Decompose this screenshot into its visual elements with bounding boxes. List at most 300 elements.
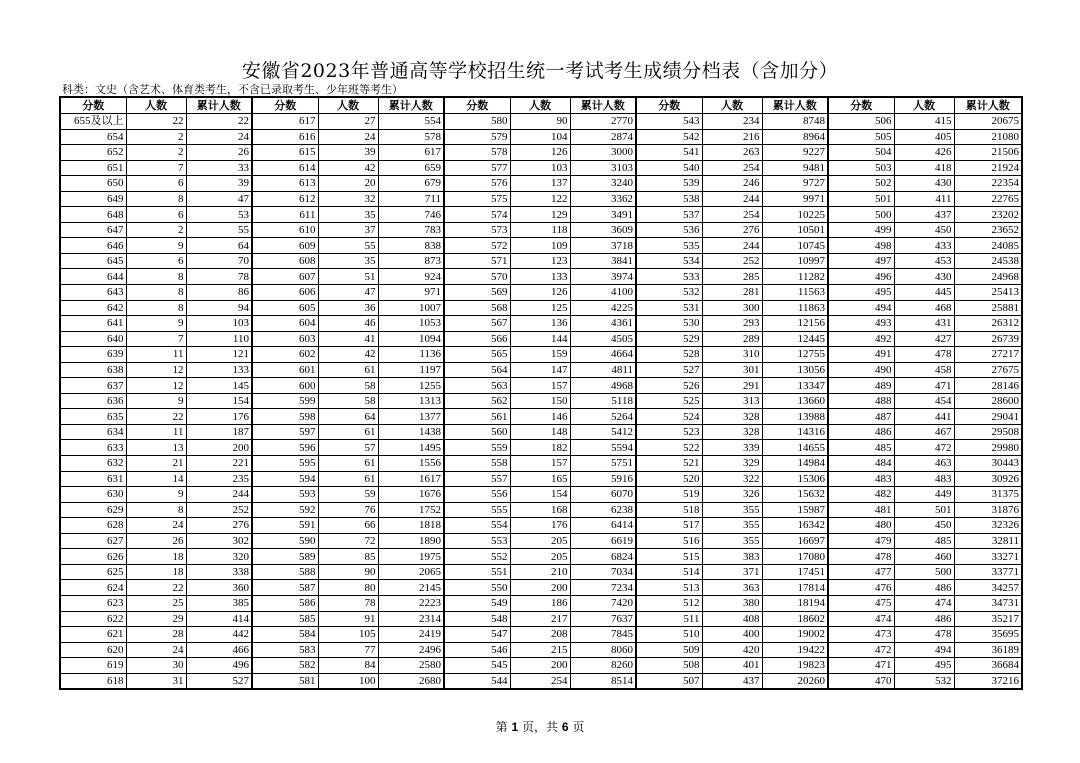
- header-cumulative: 累计人数: [762, 97, 828, 114]
- cell-score: 604: [252, 316, 318, 332]
- cell-cumulative: 496: [186, 658, 252, 674]
- cell-count: 25: [126, 595, 186, 611]
- cell-count: 133: [510, 269, 570, 285]
- footer-suffix: 页: [568, 720, 585, 734]
- cell-score: 471: [828, 658, 894, 674]
- cell-score: 532: [636, 285, 702, 301]
- cell-score: 524: [636, 409, 702, 425]
- cell-score: 641: [60, 316, 126, 332]
- cell-cumulative: 26312: [954, 316, 1022, 332]
- cell-score: 570: [444, 269, 510, 285]
- cell-count: 281: [702, 285, 762, 301]
- cell-score: 521: [636, 456, 702, 472]
- cell-cumulative: 15987: [762, 502, 828, 518]
- cell-cumulative: 360: [186, 580, 252, 596]
- cell-score: 575: [444, 191, 510, 207]
- cell-cumulative: 10745: [762, 238, 828, 254]
- cell-count: 55: [318, 238, 378, 254]
- cell-score: 498: [828, 238, 894, 254]
- cell-count: 208: [510, 627, 570, 643]
- cell-count: 495: [894, 658, 954, 674]
- cell-count: 254: [510, 673, 570, 689]
- cell-cumulative: 35217: [954, 611, 1022, 627]
- cell-score: 598: [252, 409, 318, 425]
- cell-cumulative: 320: [186, 549, 252, 565]
- cell-cumulative: 37216: [954, 673, 1022, 689]
- cell-count: 2: [126, 129, 186, 145]
- table-row: [60, 207, 1022, 223]
- cell-count: 2: [126, 222, 186, 238]
- cell-score: 612: [252, 191, 318, 207]
- cell-count: 90: [318, 564, 378, 580]
- cell-score: 514: [636, 564, 702, 580]
- cell-score: 492: [828, 331, 894, 347]
- cell-score: 494: [828, 300, 894, 316]
- cell-count: 355: [702, 502, 762, 518]
- table-row: [60, 673, 1022, 689]
- cell-cumulative: 10225: [762, 207, 828, 223]
- table-row: [60, 222, 1022, 238]
- cell-count: 9: [126, 316, 186, 332]
- table-row: [60, 347, 1022, 363]
- cell-count: 450: [894, 222, 954, 238]
- cell-cumulative: 2680: [378, 673, 444, 689]
- cell-score: 609: [252, 238, 318, 254]
- cell-count: 6: [126, 176, 186, 192]
- cell-cumulative: 244: [186, 487, 252, 503]
- table-body: [60, 114, 1022, 690]
- cell-score: 600: [252, 378, 318, 394]
- cell-score: 551: [444, 564, 510, 580]
- cell-score: 652: [60, 145, 126, 161]
- cell-score: 539: [636, 176, 702, 192]
- cell-score: 473: [828, 627, 894, 643]
- cell-score: 636: [60, 393, 126, 409]
- cell-count: 150: [510, 393, 570, 409]
- cell-count: 326: [702, 487, 762, 503]
- cell-cumulative: 2223: [378, 595, 444, 611]
- cell-score: 630: [60, 487, 126, 503]
- table-row: [60, 176, 1022, 192]
- cell-count: 415: [894, 114, 954, 130]
- cell-cumulative: 13988: [762, 409, 828, 425]
- cell-score: 644: [60, 269, 126, 285]
- table-row: [60, 549, 1022, 565]
- cell-score: 518: [636, 502, 702, 518]
- cell-count: 486: [894, 611, 954, 627]
- cell-score: 631: [60, 471, 126, 487]
- cell-count: 61: [318, 424, 378, 440]
- cell-score: 591: [252, 518, 318, 534]
- cell-cumulative: 8514: [570, 673, 636, 689]
- cell-score: 557: [444, 471, 510, 487]
- cell-count: 14: [126, 471, 186, 487]
- cell-cumulative: 16697: [762, 533, 828, 549]
- cell-score: 625: [60, 564, 126, 580]
- cell-count: 105: [318, 627, 378, 643]
- cell-count: 37: [318, 222, 378, 238]
- cell-cumulative: 110: [186, 331, 252, 347]
- cell-score: 544: [444, 673, 510, 689]
- cell-cumulative: 9971: [762, 191, 828, 207]
- cell-cumulative: 8260: [570, 658, 636, 674]
- cell-cumulative: 2419: [378, 627, 444, 643]
- cell-cumulative: 3609: [570, 222, 636, 238]
- cell-cumulative: 24085: [954, 238, 1022, 254]
- cell-score: 646: [60, 238, 126, 254]
- table-row: [60, 362, 1022, 378]
- cell-count: 41: [318, 331, 378, 347]
- cell-score: 535: [636, 238, 702, 254]
- cell-count: 6: [126, 253, 186, 269]
- cell-count: 26: [126, 533, 186, 549]
- cell-cumulative: 5412: [570, 424, 636, 440]
- cell-count: 32: [318, 191, 378, 207]
- cell-count: 186: [510, 595, 570, 611]
- table-row: [60, 658, 1022, 674]
- cell-count: 144: [510, 331, 570, 347]
- cell-count: 30: [126, 658, 186, 674]
- cell-score: 561: [444, 409, 510, 425]
- cell-cumulative: 24538: [954, 253, 1022, 269]
- cell-count: 293: [702, 316, 762, 332]
- cell-score: 549: [444, 595, 510, 611]
- cell-count: 217: [510, 611, 570, 627]
- table-row: [60, 300, 1022, 316]
- cell-score: 618: [60, 673, 126, 689]
- cell-count: 285: [702, 269, 762, 285]
- cell-score: 542: [636, 129, 702, 145]
- cell-cumulative: 94: [186, 300, 252, 316]
- cell-cumulative: 2874: [570, 129, 636, 145]
- cell-cumulative: 176: [186, 409, 252, 425]
- cell-count: 12: [126, 362, 186, 378]
- cell-score: 485: [828, 440, 894, 456]
- cell-count: 165: [510, 471, 570, 487]
- cell-count: 401: [702, 658, 762, 674]
- cell-score: 627: [60, 533, 126, 549]
- cell-count: 84: [318, 658, 378, 674]
- header-score: 分数: [252, 97, 318, 114]
- cell-cumulative: 3240: [570, 176, 636, 192]
- cell-count: 454: [894, 393, 954, 409]
- cell-count: 66: [318, 518, 378, 534]
- cell-count: 478: [894, 347, 954, 363]
- cell-score: 571: [444, 253, 510, 269]
- cell-cumulative: 22: [186, 114, 252, 130]
- cell-cumulative: 133: [186, 362, 252, 378]
- cell-cumulative: 276: [186, 518, 252, 534]
- cell-cumulative: 86: [186, 285, 252, 301]
- cell-score: 593: [252, 487, 318, 503]
- table-row: [60, 440, 1022, 456]
- table-row: [60, 269, 1022, 285]
- cell-count: 430: [894, 269, 954, 285]
- cell-count: 168: [510, 502, 570, 518]
- cell-count: 431: [894, 316, 954, 332]
- cell-count: 254: [702, 207, 762, 223]
- cell-count: 408: [702, 611, 762, 627]
- header-count: 人数: [126, 97, 186, 114]
- cell-cumulative: 30926: [954, 471, 1022, 487]
- header-cumulative: 累计人数: [186, 97, 252, 114]
- cell-count: 463: [894, 456, 954, 472]
- cell-score: 606: [252, 285, 318, 301]
- cell-score: 483: [828, 471, 894, 487]
- cell-count: 300: [702, 300, 762, 316]
- cell-score: 595: [252, 456, 318, 472]
- cell-score: 622: [60, 611, 126, 627]
- cell-score: 589: [252, 549, 318, 565]
- cell-score: 651: [60, 160, 126, 176]
- cell-cumulative: 121: [186, 347, 252, 363]
- cell-score: 565: [444, 347, 510, 363]
- header-cumulative: 累计人数: [954, 97, 1022, 114]
- cell-cumulative: 5916: [570, 471, 636, 487]
- cell-count: 42: [318, 160, 378, 176]
- cell-count: 244: [702, 238, 762, 254]
- cell-cumulative: 2314: [378, 611, 444, 627]
- cell-cumulative: 6414: [570, 518, 636, 534]
- page-number: 1: [511, 720, 519, 734]
- cell-score: 610: [252, 222, 318, 238]
- cell-score: 559: [444, 440, 510, 456]
- cell-score: 501: [828, 191, 894, 207]
- cell-cumulative: 679: [378, 176, 444, 192]
- cell-score: 505: [828, 129, 894, 145]
- table-row: [60, 114, 1022, 130]
- cell-count: 532: [894, 673, 954, 689]
- cell-cumulative: 1136: [378, 347, 444, 363]
- cell-cumulative: 385: [186, 595, 252, 611]
- cell-score: 475: [828, 595, 894, 611]
- cell-score: 603: [252, 331, 318, 347]
- cell-cumulative: 1053: [378, 316, 444, 332]
- cell-count: 18: [126, 564, 186, 580]
- cell-score: 519: [636, 487, 702, 503]
- cell-score: 496: [828, 269, 894, 285]
- cell-cumulative: 12755: [762, 347, 828, 363]
- cell-score: 550: [444, 580, 510, 596]
- cell-count: 291: [702, 378, 762, 394]
- cell-count: 426: [894, 145, 954, 161]
- cell-count: 80: [318, 580, 378, 596]
- table-header-row: [60, 97, 1022, 114]
- cell-cumulative: 1197: [378, 362, 444, 378]
- table-row: [60, 533, 1022, 549]
- cell-score: 528: [636, 347, 702, 363]
- cell-score: 639: [60, 347, 126, 363]
- cell-cumulative: 971: [378, 285, 444, 301]
- cell-cumulative: 28600: [954, 393, 1022, 409]
- cell-cumulative: 221: [186, 456, 252, 472]
- cell-score: 647: [60, 222, 126, 238]
- cell-score: 556: [444, 487, 510, 503]
- cell-count: 501: [894, 502, 954, 518]
- cell-score: 537: [636, 207, 702, 223]
- cell-count: 468: [894, 300, 954, 316]
- cell-count: 380: [702, 595, 762, 611]
- cell-cumulative: 1975: [378, 549, 444, 565]
- cell-cumulative: 4811: [570, 362, 636, 378]
- cell-score: 628: [60, 518, 126, 534]
- cell-score: 586: [252, 595, 318, 611]
- cell-count: 36: [318, 300, 378, 316]
- cell-score: 543: [636, 114, 702, 130]
- cell-cumulative: 783: [378, 222, 444, 238]
- cell-count: 85: [318, 549, 378, 565]
- cell-cumulative: 22765: [954, 191, 1022, 207]
- cell-count: 400: [702, 627, 762, 643]
- cell-count: 363: [702, 580, 762, 596]
- cell-count: 467: [894, 424, 954, 440]
- cell-count: 123: [510, 253, 570, 269]
- cell-score: 597: [252, 424, 318, 440]
- cell-score: 529: [636, 331, 702, 347]
- cell-count: 8: [126, 285, 186, 301]
- cell-count: 11: [126, 424, 186, 440]
- cell-score: 643: [60, 285, 126, 301]
- cell-cumulative: 1676: [378, 487, 444, 503]
- cell-cumulative: 4505: [570, 331, 636, 347]
- cell-cumulative: 70: [186, 253, 252, 269]
- cell-cumulative: 9481: [762, 160, 828, 176]
- cell-score: 516: [636, 533, 702, 549]
- cell-score: 547: [444, 627, 510, 643]
- total-pages: 6: [561, 720, 569, 734]
- cell-cumulative: 9727: [762, 176, 828, 192]
- cell-cumulative: 29041: [954, 409, 1022, 425]
- cell-cumulative: 4361: [570, 316, 636, 332]
- table-row: [60, 331, 1022, 347]
- cell-count: 252: [702, 253, 762, 269]
- cell-cumulative: 442: [186, 627, 252, 643]
- table-row: [60, 471, 1022, 487]
- cell-cumulative: 13347: [762, 378, 828, 394]
- cell-cumulative: 7234: [570, 580, 636, 596]
- cell-cumulative: 34731: [954, 595, 1022, 611]
- cell-cumulative: 6619: [570, 533, 636, 549]
- cell-score: 596: [252, 440, 318, 456]
- cell-cumulative: 187: [186, 424, 252, 440]
- cell-count: 157: [510, 456, 570, 472]
- cell-cumulative: 64: [186, 238, 252, 254]
- cell-count: 500: [894, 564, 954, 580]
- cell-count: 205: [510, 533, 570, 549]
- cell-score: 587: [252, 580, 318, 596]
- cell-cumulative: 1890: [378, 533, 444, 549]
- cell-score: 624: [60, 580, 126, 596]
- cell-count: 301: [702, 362, 762, 378]
- cell-cumulative: 30443: [954, 456, 1022, 472]
- cell-score: 568: [444, 300, 510, 316]
- cell-score: 564: [444, 362, 510, 378]
- cell-cumulative: 34257: [954, 580, 1022, 596]
- cell-cumulative: 25413: [954, 285, 1022, 301]
- cell-count: 246: [702, 176, 762, 192]
- cell-count: 8: [126, 191, 186, 207]
- cell-cumulative: 1007: [378, 300, 444, 316]
- cell-cumulative: 3362: [570, 191, 636, 207]
- cell-cumulative: 3974: [570, 269, 636, 285]
- cell-cumulative: 21506: [954, 145, 1022, 161]
- cell-count: 109: [510, 238, 570, 254]
- score-table-container: [59, 96, 1021, 690]
- cell-count: 42: [318, 347, 378, 363]
- cell-score: 613: [252, 176, 318, 192]
- cell-cumulative: 1752: [378, 502, 444, 518]
- cell-score: 480: [828, 518, 894, 534]
- cell-cumulative: 28146: [954, 378, 1022, 394]
- cell-cumulative: 55: [186, 222, 252, 238]
- cell-count: 486: [894, 580, 954, 596]
- cell-cumulative: 3718: [570, 238, 636, 254]
- cell-score: 566: [444, 331, 510, 347]
- cell-cumulative: 16342: [762, 518, 828, 534]
- cell-score: 486: [828, 424, 894, 440]
- cell-score: 552: [444, 549, 510, 565]
- table-row: [60, 611, 1022, 627]
- cell-score: 574: [444, 207, 510, 223]
- cell-score: 481: [828, 502, 894, 518]
- cell-score: 614: [252, 160, 318, 176]
- cell-score: 558: [444, 456, 510, 472]
- cell-cumulative: 19002: [762, 627, 828, 643]
- header-score: 分数: [636, 97, 702, 114]
- cell-score: 526: [636, 378, 702, 394]
- cell-cumulative: 31876: [954, 502, 1022, 518]
- footer-middle: 页，共: [518, 720, 562, 734]
- cell-count: 100: [318, 673, 378, 689]
- cell-score: 488: [828, 393, 894, 409]
- cell-cumulative: 8060: [570, 642, 636, 658]
- cell-cumulative: 6824: [570, 549, 636, 565]
- cell-score: 533: [636, 269, 702, 285]
- cell-cumulative: 26739: [954, 331, 1022, 347]
- cell-count: 22: [126, 580, 186, 596]
- table-row: [60, 502, 1022, 518]
- cell-count: 328: [702, 409, 762, 425]
- cell-count: 39: [318, 145, 378, 161]
- cell-score: 497: [828, 253, 894, 269]
- cell-count: 200: [510, 658, 570, 674]
- cell-score: 560: [444, 424, 510, 440]
- table-row: [60, 487, 1022, 503]
- cell-cumulative: 33771: [954, 564, 1022, 580]
- cell-score: 522: [636, 440, 702, 456]
- cell-cumulative: 2580: [378, 658, 444, 674]
- cell-count: 9: [126, 393, 186, 409]
- table-row: [60, 642, 1022, 658]
- cell-score: 493: [828, 316, 894, 332]
- cell-score: 592: [252, 502, 318, 518]
- page-footer: [0, 718, 1080, 735]
- cell-score: 585: [252, 611, 318, 627]
- cell-cumulative: 746: [378, 207, 444, 223]
- table-row: [60, 285, 1022, 301]
- cell-cumulative: 25881: [954, 300, 1022, 316]
- cell-cumulative: 1438: [378, 424, 444, 440]
- cell-count: 21: [126, 456, 186, 472]
- header-score: 分数: [828, 97, 894, 114]
- header-count: 人数: [894, 97, 954, 114]
- cell-cumulative: 3491: [570, 207, 636, 223]
- header-count: 人数: [702, 97, 762, 114]
- cell-score: 515: [636, 549, 702, 565]
- cell-score: 617: [252, 114, 318, 130]
- cell-cumulative: 200: [186, 440, 252, 456]
- header-score: 分数: [60, 97, 126, 114]
